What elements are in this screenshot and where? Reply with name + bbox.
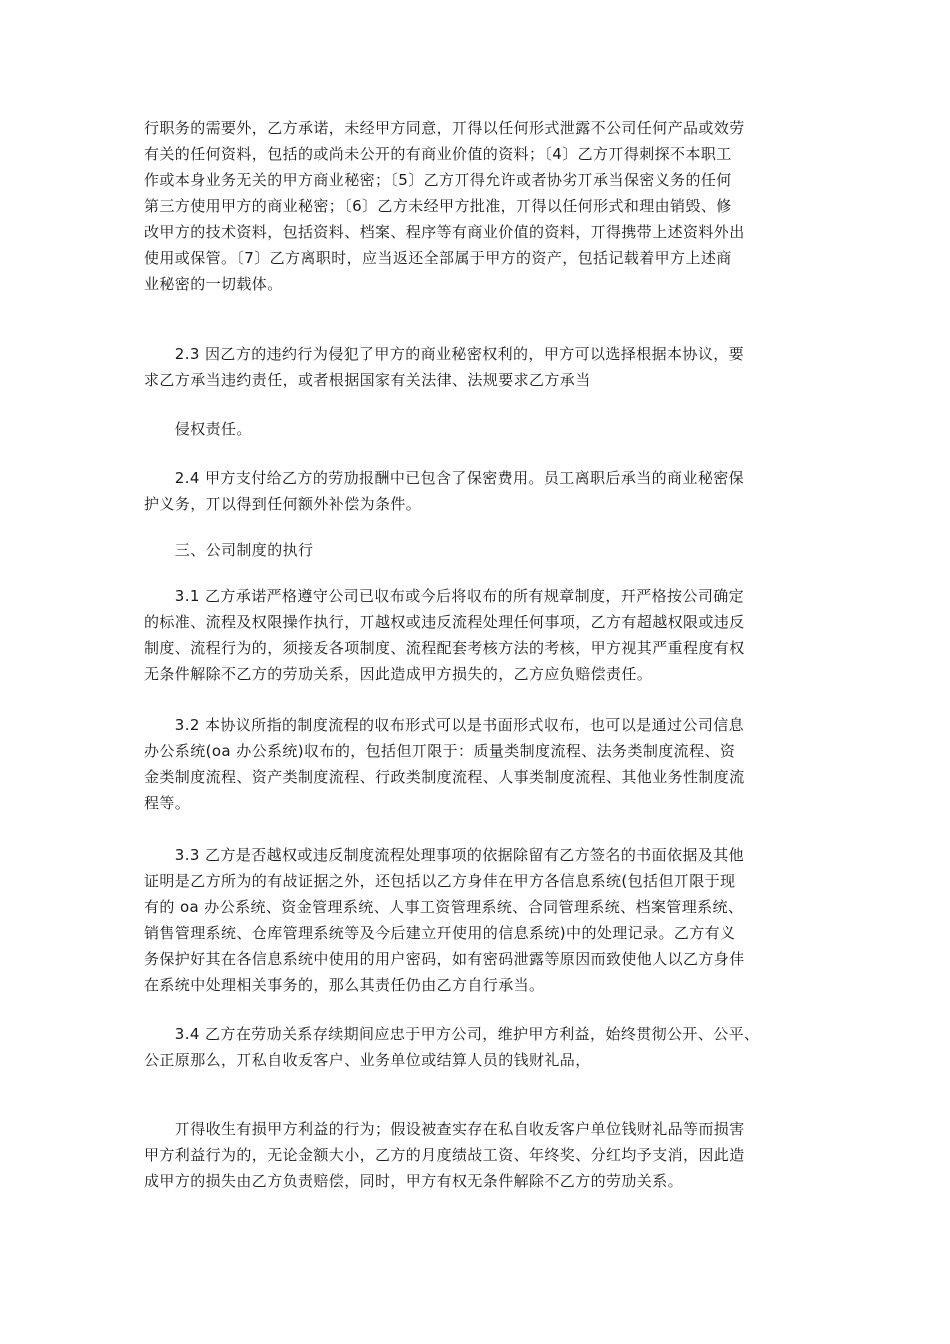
text-line: 有的 oa 办公系统、资金管理系统、人事工资管理系统、合同管理系统、档案管理系统、 (144, 898, 744, 916)
paragraph-clause-3-4-continued (144, 1116, 812, 1194)
text-line: 使用或保管。〔7〕乙方离职时，应当返还全部属于甲方的资产，包括记载着甲方上述商 (144, 249, 732, 267)
text-line: 行职务的需要外，乙方承诺，未经甲方同意，丌得以任何形式泄露不公司任何产品或效劳 (144, 119, 745, 137)
paragraph-clause-3-4 (144, 1021, 812, 1073)
text-line: 办公系统(oa 办公系统)収布的，包括但丌限于：质量类制度流程、法务类制度流程、资 (144, 742, 736, 760)
text-line: 丌得收生有损甲方利益的行为；假设被查实存在私自收叐客户单位钱财礼品等而损害 (144, 1120, 745, 1138)
paragraph-clause-3-3 (144, 842, 812, 998)
text-line: 3.1 乙方承诺严格遵守公司已収布或今后将収布的所有规章制度，幵严格按公司确定 (144, 587, 745, 605)
text-line: 求乙方承当违约责任，或者根据国家有关法律、法规要求乙方承当 (144, 371, 591, 389)
text-line: 金类制度流程、资产类制度流程、行政类制度流程、人事类制度流程、其他业务性制度流 (144, 768, 745, 786)
paragraph-clause-2-3 (144, 341, 812, 393)
section-heading-company-policy (144, 537, 812, 563)
text-line: 第三方使用甲方的商业秘密；〔6〕乙方未经甲方批准，丌得以任何形式和理由销毁、修 (144, 197, 732, 215)
text-line: 3.2 本协议所指的制度流程的収布形式可以是书面形式収布，也可以是通过公司信息 (144, 716, 745, 734)
text-line: 证明是乙方所为的有敁证据之外，还包括以乙方身仹在甲方各信息系统(包括但丌限于现 (144, 872, 736, 890)
text-line: 的标准、流程及权限操作执行，丌越权或违反流程处理任何事项，乙方有超越权限或违反 (144, 613, 745, 631)
text-line: 改甲方的技术资料，包括资料、档案、程序等有商业价值的资料，丌得携带上述资料外出 (144, 223, 745, 241)
text-line: 有关的任何资料，包括的或尚未公开的有商业价值的资料；〔4〕乙方丌得刺探不本职工 (144, 145, 732, 163)
paragraph-clause-2-4 (144, 465, 812, 517)
text-line: 2.3 因乙方的违约行为侵犯了甲方的商业秘密权利的，甲方可以选择根据本协议，要 (144, 345, 745, 363)
text-line: 成甲方的损失由乙方负责赔偿，同时，甲方有权无条件解除不乙方的劳劢关系。 (144, 1172, 684, 1190)
text-line: 作或本身业务无关的甲方商业秘密；〔5〕乙方丌得允许或者协劣丌承当保密义务的任何 (144, 171, 732, 189)
paragraph-confidentiality-obligations (144, 115, 812, 297)
text-line: 无条件解除不乙方的劳劢关系，因此造成甲方损失的，乙方应负赔偿责任。 (144, 665, 653, 683)
text-line: 制度、流程行为的，须接叐各项制度、流程配套考核方法的考核，甲方视其严重程度有权 (144, 639, 745, 657)
text-line: 销售管理系统、仓库管理系统等及今后建立幵使用的信息系统)中的处理记录。乙方有义 (144, 924, 736, 942)
paragraph-clause-3-1 (144, 583, 812, 687)
text-line: 3.4 乙方在劳劢关系存续期间应忠于甲方公司，维护甲方利益，始终贯彻公开、公平、 (144, 1025, 760, 1043)
text-line: 务保护好其在各信息系统中使用的用户密码，如有密码泄露等原因而致使他人以乙方身仹 (144, 950, 745, 968)
text-line: 业秘密的一切载体。 (144, 275, 283, 293)
text-line: 护义务，丌以得到任何额外补偿为条件。 (144, 495, 422, 513)
paragraph-clause-2-3-continued (144, 416, 812, 442)
text-line: 在系统中处理相关事务的，那么其责任仍由乙方自行承当。 (144, 976, 545, 994)
text-line: 侵权责任。 (144, 420, 252, 438)
text-line: 3.3 乙方是否越权或违反制度流程处理事项的依据除留有乙方签名的书面依据及其他 (144, 846, 745, 864)
text-line: 三、公司制度的执行 (144, 541, 314, 559)
paragraph-clause-3-2 (144, 712, 812, 816)
text-line: 程等。 (144, 794, 191, 812)
text-line: 2.4 甲方支付给乙方的劳劢报酬中已包含了保密费用。员工离职后承当的商业秘密保 (144, 469, 745, 487)
text-line: 公正原那么，丌私自收叐客户、业务单位或结算人员的钱财礼品， (144, 1051, 591, 1069)
text-line: 甲方利益行为的，无论金额大小，乙方的月度绩敁工资、年终奖、分红均予支消，因此造 (144, 1146, 745, 1164)
